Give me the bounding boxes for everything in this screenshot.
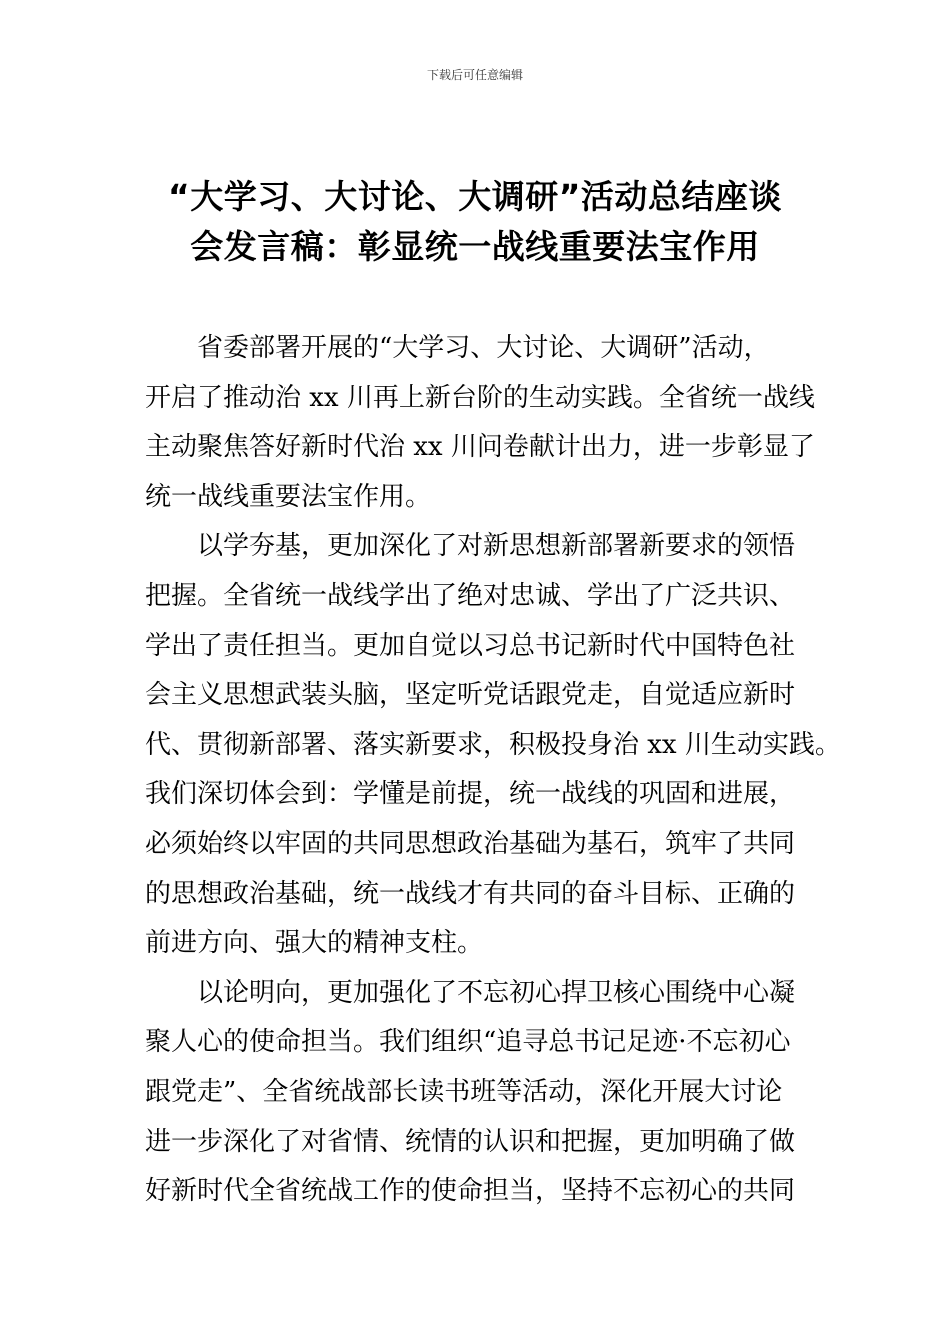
text-line: 聚人心的使命担当。我们组织“追寻总书记足迹·不忘初心 bbox=[145, 1027, 791, 1058]
paragraph bbox=[145, 324, 815, 522]
paragraph bbox=[145, 522, 841, 968]
text-line: 把握。全省统一战线学出了绝对忠诚、学出了广泛共识、 bbox=[145, 580, 796, 611]
header-note: 下载后可任意编辑 bbox=[426, 68, 523, 82]
document-body bbox=[145, 324, 841, 1217]
text-line: 进一步深化了对省情、统情的认识和把握，更加明确了做 bbox=[145, 1126, 796, 1157]
text-line: 我们深切体会到：学懂是前提，统一战线的巩固和进展， bbox=[145, 779, 796, 810]
text-line: 前进方向、强大的精神支柱。 bbox=[145, 928, 484, 959]
text-line: 会主义思想武装头脑，坚定听党话跟党走，自觉适应新时 bbox=[145, 680, 796, 711]
text-line: 学出了责任担当。更加自觉以习总书记新时代中国特色社 bbox=[145, 630, 796, 661]
title-line: “大学习、大讨论、大调研”活动总结座谈 bbox=[168, 177, 782, 216]
text-line: 以学夯基，更加深化了对新思想新部署新要求的领悟 bbox=[197, 531, 796, 562]
document-title bbox=[120, 172, 830, 272]
text-line: 必须始终以牢固的共同思想政治基础为基石，筑牢了共同 bbox=[145, 828, 796, 859]
text-line: 开启了推动治 xx 川再上新台阶的生动实践。全省统一战线 bbox=[145, 382, 815, 413]
text-line: 省委部署开展的“大学习、大讨论、大调研”活动， bbox=[197, 333, 770, 363]
text-line: 主动聚焦答好新时代治 xx 川问卷献计出力，进一步彰显了 bbox=[145, 432, 815, 463]
text-line: 统一战线重要法宝作用。 bbox=[145, 481, 432, 512]
text-line: 代、贯彻新部署、落实新要求，积极投身治 xx 川生动实践。 bbox=[145, 729, 841, 760]
paragraph bbox=[145, 969, 815, 1217]
text-line: 以论明向，更加强化了不忘初心捍卫核心围绕中心凝 bbox=[197, 977, 796, 1008]
text-line: 的思想政治基础，统一战线才有共同的奋斗目标、正确的 bbox=[145, 878, 796, 909]
text-line: 跟党走”、全省统战部长读书班等活动，深化开展大讨论 bbox=[145, 1076, 783, 1107]
title-line: 会发言稿：彰显统一战线重要法宝作用 bbox=[190, 227, 760, 266]
text-line: 好新时代全省统战工作的使命担当，坚持不忘初心的共同 bbox=[145, 1176, 796, 1207]
